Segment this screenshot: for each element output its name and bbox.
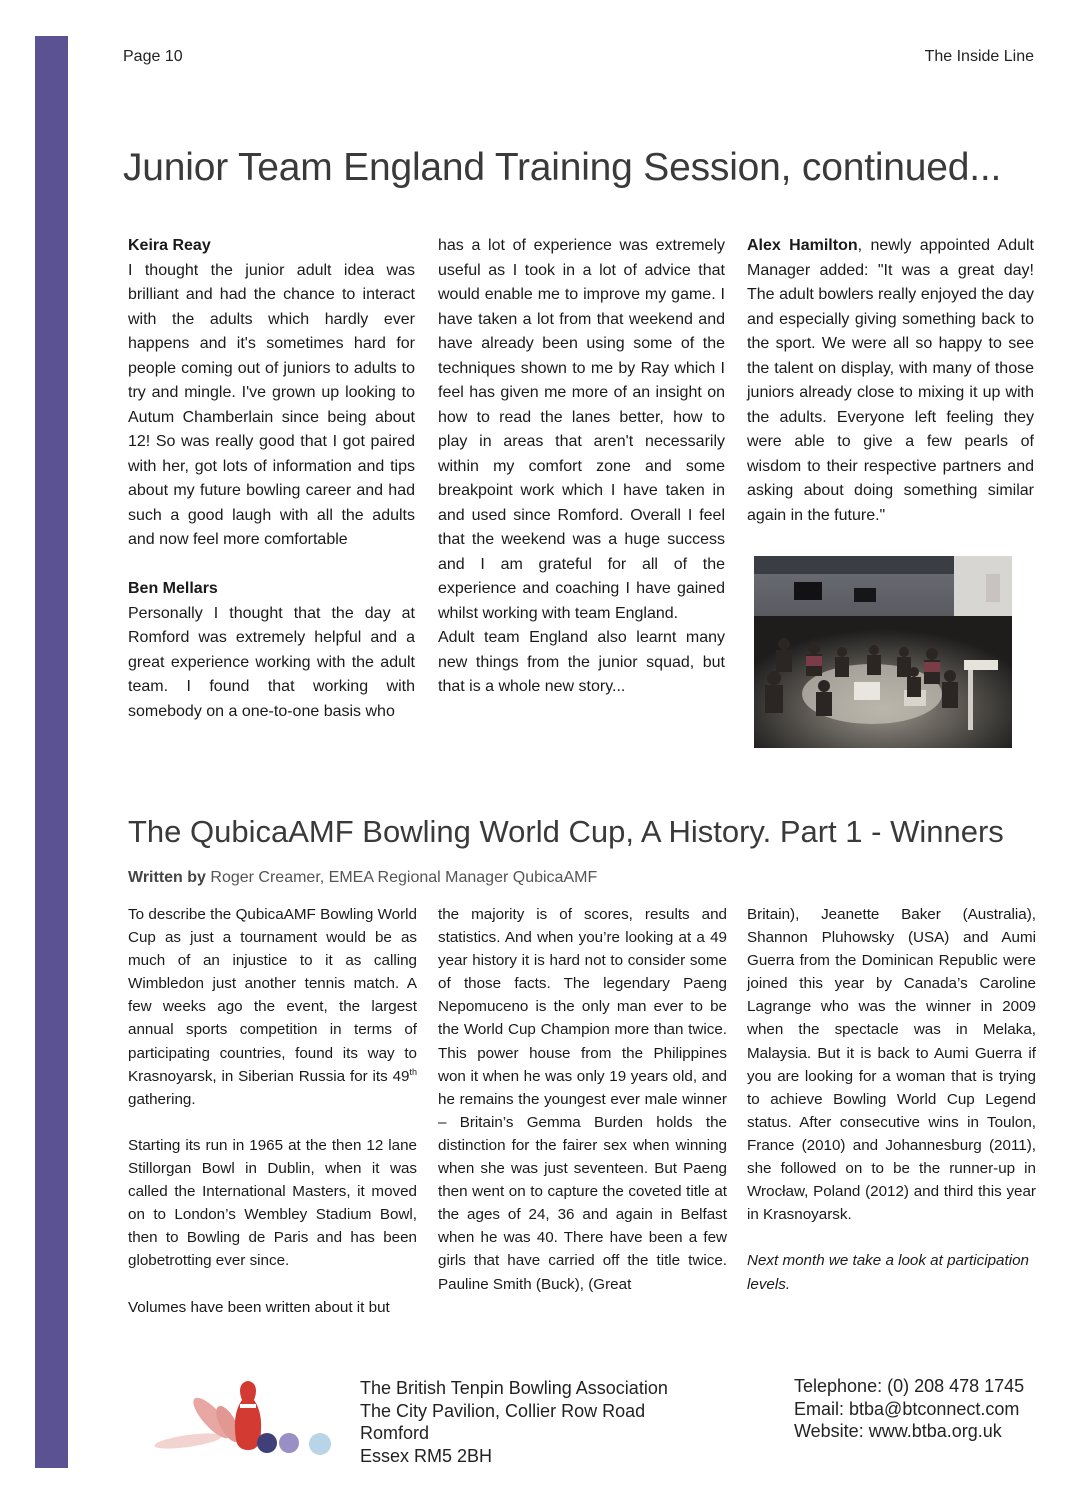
org-name: The British Tenpin Bowling Association (360, 1378, 668, 1398)
article1-column-3 (747, 234, 1034, 528)
article1-column-2 (438, 234, 725, 700)
website-link[interactable]: Website: www.btba.org.uk (794, 1421, 1002, 1441)
next-month-note: Next month we take a look at participation levels. (747, 1252, 1029, 1293)
keira-name: Keira Reay (128, 237, 211, 254)
publication-title: The Inside Line (924, 48, 1034, 65)
ben-name: Ben Mellars (128, 580, 218, 597)
adult-team-note: Adult team England also learnt many new things from the junior squad, but that is a whole new story... (438, 629, 725, 695)
sidebar-accent-bar (35, 36, 68, 1468)
training-session-photo (754, 556, 1012, 748)
address-line-1: The City Pavilion, Collier Row Road (360, 1400, 646, 1421)
btba-logo (150, 1378, 340, 1462)
article1-column-1 (128, 234, 415, 724)
article1-title: Junior Team England Training Session, continued... (123, 146, 1002, 189)
worldcup-paragraph-3-start: Volumes have been written about it but (128, 1298, 390, 1316)
address-line-3: Essex RM5 2BH (360, 1445, 493, 1466)
telephone: Telephone: (0) 208 478 1745 (794, 1376, 1025, 1396)
ben-quote-part2: has a lot of experience was extremely useful as I took in a lot of advice that would enable me to improve my game. I have taken a lot from that weekend and have already been using some of the techniques shown to me by Ray which I feel has given me more of an insight on how to read the lanes better, how to play in areas that aren't necessarily within my comfort zone and some breakpoint work which I have taken in and used since Romford. Overall I feel that the weekend was a huge success and I am grateful for all of the experience and coaching I have gained whilst working with team England. (438, 237, 725, 622)
article2-title: The QubicaAMF Bowling World Cup, A History. Part 1 - Winners (128, 814, 1004, 849)
article2-column-2 (438, 903, 727, 1296)
footer-address (360, 1377, 668, 1467)
worldcup-paragraph-1-end: gathering. (128, 1090, 196, 1108)
page-number: Page 10 (123, 48, 183, 65)
worldcup-paragraph-3: the majority is of scores, results and statistics. And when you’re looking at a 49 year history it is hard not to consider some of those facts. The legendary Paeng Nepomuceno is the only man ever to be the World Cup Champion more than twice. This power house from the Philippines won it when he was only 19 years old, and he remains the youngest ever male winner – Britain’s Gemma Burden holds the distinction for the fairer sex when winning when she was just seventeen. But Paeng then went on to capture the coveted title at the ages of 24, 36 and again in Belfast when he was 40. There have been a few girls that have carried off the title twice. Pauline Smith (Buck), (Great (438, 906, 727, 1293)
byline-author: Roger Creamer, EMEA Regional Manager QubicaAMF (205, 869, 598, 886)
byline (128, 869, 597, 887)
byline-label: Written by (128, 869, 206, 886)
worldcup-paragraph-3-end: Britain), Jeanette Baker (Australia), Shannon Pluhowsky (USA) and Aumi Guerra from the Dominican Republic were joined this year by Canada’s Caroline Lagrange who was the winner in 2009 when the spectacle was in Melaka, Malaysia. But it is back to Aumi Guerra if you are looking for a woman that is trying to achieve Bowling World Cup Legend status. After consecutive wins in Toulon, France (2010) and Johannesburg (2011), she followed on to be the runner-up in Wrocław, Poland (2012) and third this year in Krasnoyarsk. (747, 906, 1036, 1224)
alex-name: Alex Hamilton (747, 237, 858, 254)
email-link[interactable]: Email: btba@btconnect.com (794, 1398, 1020, 1419)
ben-quote-part1: Personally I thought that the day at Romford was extremely helpful and a great experience working with the adult team. I found that working with somebody on a one-to-one basis who (128, 604, 415, 720)
worldcup-paragraph-1: To describe the QubicaAMF Bowling World Cup as just a tournament would be as much of an injustice to it as calling Wimbledon just another tennis match. A few weeks ago the event, the largest annual sports competition in terms of participating countries, found its way to Krasnoyarsk, in Siberian Russia for its 49 (128, 906, 417, 1085)
footer-contact (794, 1375, 1024, 1443)
alex-quote: , newly appointed Adult Manager added: "It was a great day! The adult bowlers really enjoyed the day and especially giving something back to the sport. We were all so happy to see the talent on display, with many of those juniors already close to mixing it up with the adults. Everyone left feeling they were able to give a few pearls of wisdom to their respective partners and asking about doing something similar again in the future." (747, 237, 1034, 524)
address-line-2: Romford (360, 1423, 430, 1443)
article2-column-3 (747, 903, 1036, 1296)
worldcup-paragraph-2: Starting its run in 1965 at the then 12 lane Stillorgan Bowl in Dublin, when it was called the International Masters, it moved on to London’s Wembley Stadium Bowl, then to Bowling de Paris and has been globetrotting ever since. (128, 1136, 417, 1270)
ordinal-suffix: th (409, 1066, 417, 1077)
keira-quote: I thought the junior adult idea was brilliant and had the chance to interact with the adults which hardly ever happens and it's sometimes hard for people coming out of juniors to adults to try and mingle. I've grown up looking to Autum Chamberlain since being about 12! So was really good that I got paired with her, got lots of information and tips about my future bowling career and had such a good laugh with all the adults and now feel more comfortable (128, 261, 415, 548)
article2-column-1 (128, 903, 417, 1319)
